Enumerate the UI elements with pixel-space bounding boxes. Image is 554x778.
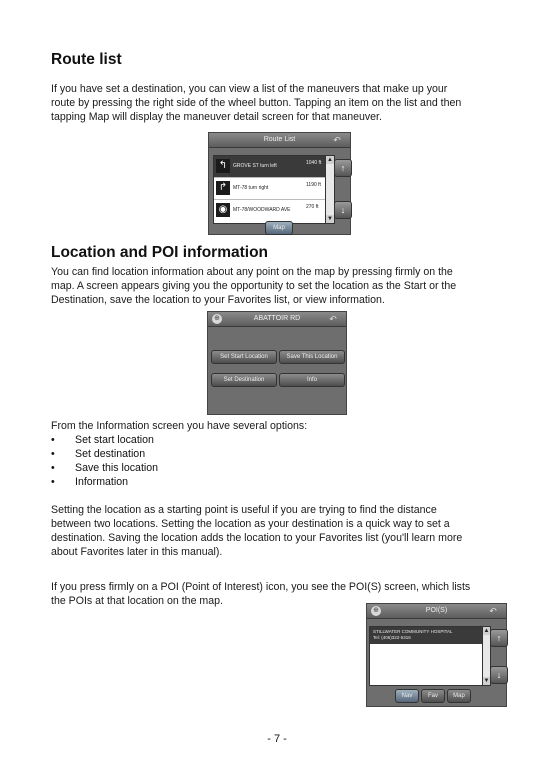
text-line: If you have set a destination, you can view a list of the maneuvers that make up your xyxy=(51,83,448,95)
text-line: between two locations. Setting the location as your destination is a quick way to set a xyxy=(51,518,450,530)
list-item[interactable] xyxy=(214,178,325,200)
set-start-location-button[interactable]: Set Start Location xyxy=(211,350,277,364)
maneuver-text: MT-78 turn right xyxy=(233,185,269,191)
turn-left-icon: ↰ xyxy=(216,159,230,173)
maneuver-distance: 1190 ft xyxy=(306,182,321,188)
poi-name: STILLWATER COMMUNITY HOSPITAL xyxy=(373,629,453,634)
page-up-button[interactable]: ↑ xyxy=(334,159,352,177)
back-arrow-icon[interactable]: ↶ xyxy=(329,314,337,324)
list-item[interactable] xyxy=(214,156,325,178)
info-button[interactable]: Info xyxy=(279,373,345,387)
save-this-location-button[interactable]: Save This Location xyxy=(279,350,345,364)
list-item: • Set start location xyxy=(51,433,158,447)
text-line: destination. Saving the location adds the location to your Favorites list (you'll learn more xyxy=(51,532,463,544)
text-line: Destination, save the location to your Favorites list, or view information. xyxy=(51,294,385,306)
page-down-button[interactable]: ↓ xyxy=(334,201,352,219)
maneuver-distance: 270 ft xyxy=(306,204,319,210)
options-intro: From the Information screen you have several options: xyxy=(51,420,308,432)
list-item: • Save this location xyxy=(51,461,158,475)
map-button[interactable]: Map xyxy=(265,221,293,235)
options-list xyxy=(51,433,158,489)
location-titlebar xyxy=(208,312,346,327)
text-line: If you press firmly on a POI (Point of Interest) icon, you see the POI(S) screen, which lists xyxy=(51,581,471,593)
back-arrow-icon[interactable]: ↶ xyxy=(489,606,497,616)
text-line: route by pressing the right side of the wheel button. Tapping an item on the list and then xyxy=(51,97,462,109)
screen-title: Route List xyxy=(263,136,296,143)
page-up-button[interactable]: ↑ xyxy=(490,629,508,647)
route-list-paragraph xyxy=(51,82,503,124)
location-screen xyxy=(207,311,347,415)
text-line: Setting the location as a starting point is useful if you are trying to find the distance xyxy=(51,504,437,516)
route-list-heading: Route list xyxy=(51,51,122,68)
scroll-down-icon[interactable]: ▼ xyxy=(483,678,490,684)
roundabout-icon: ◉ xyxy=(216,203,230,217)
poi-list xyxy=(369,626,483,686)
turn-right-icon: ↱ xyxy=(216,181,230,195)
list-item: • Set destination xyxy=(51,447,158,461)
maneuver-text: GROVE ST turn left xyxy=(233,163,277,169)
globe-icon: ⊕ xyxy=(371,606,381,616)
globe-icon: ⊕ xyxy=(212,314,222,324)
pois-titlebar xyxy=(367,604,506,619)
text-line: about Favorites later in this manual). xyxy=(51,546,223,558)
fav-button[interactable]: Fav xyxy=(421,689,445,703)
text-line: the POIs at that location on the map. xyxy=(51,595,223,607)
route-list-titlebar xyxy=(209,133,350,148)
text-line: map. A screen appears giving you the opportunity to set the location as the Start or the xyxy=(51,280,457,292)
screen-title: ABATTOIR RD xyxy=(253,315,301,322)
route-list-screen xyxy=(208,132,351,235)
map-button[interactable]: Map xyxy=(447,689,471,703)
maneuver-text: MT-78/WOODWARD AVE xyxy=(233,207,291,213)
text-line: tapping Map will display the maneuver detail screen for that maneuver. xyxy=(51,111,382,123)
list-item: • Information xyxy=(51,475,158,489)
maneuver-distance: 1040 ft xyxy=(306,160,322,166)
scroll-up-icon[interactable]: ▲ xyxy=(483,628,490,634)
scroll-up-icon[interactable]: ▲ xyxy=(327,157,333,163)
nav-button[interactable]: Nav xyxy=(395,689,419,703)
set-destination-button[interactable]: Set Destination xyxy=(211,373,277,387)
screen-title: POI(S) xyxy=(425,607,448,614)
page-down-button[interactable]: ↓ xyxy=(490,666,508,684)
location-paragraph xyxy=(51,265,503,307)
page-number: - 7 - xyxy=(267,733,287,745)
poi-phone: Tel: (406)322-5316 xyxy=(373,635,411,640)
text-line: You can find location information about any point on the map by pressing firmly on the xyxy=(51,266,453,278)
pois-screen xyxy=(366,603,507,707)
location-usage-paragraph xyxy=(51,503,503,559)
scroll-down-icon[interactable]: ▼ xyxy=(327,216,333,222)
location-poi-heading: Location and POI information xyxy=(51,244,268,261)
list-item[interactable] xyxy=(214,200,325,221)
route-list xyxy=(213,155,326,224)
back-arrow-icon[interactable]: ↶ xyxy=(333,135,341,145)
list-item[interactable] xyxy=(370,627,482,644)
